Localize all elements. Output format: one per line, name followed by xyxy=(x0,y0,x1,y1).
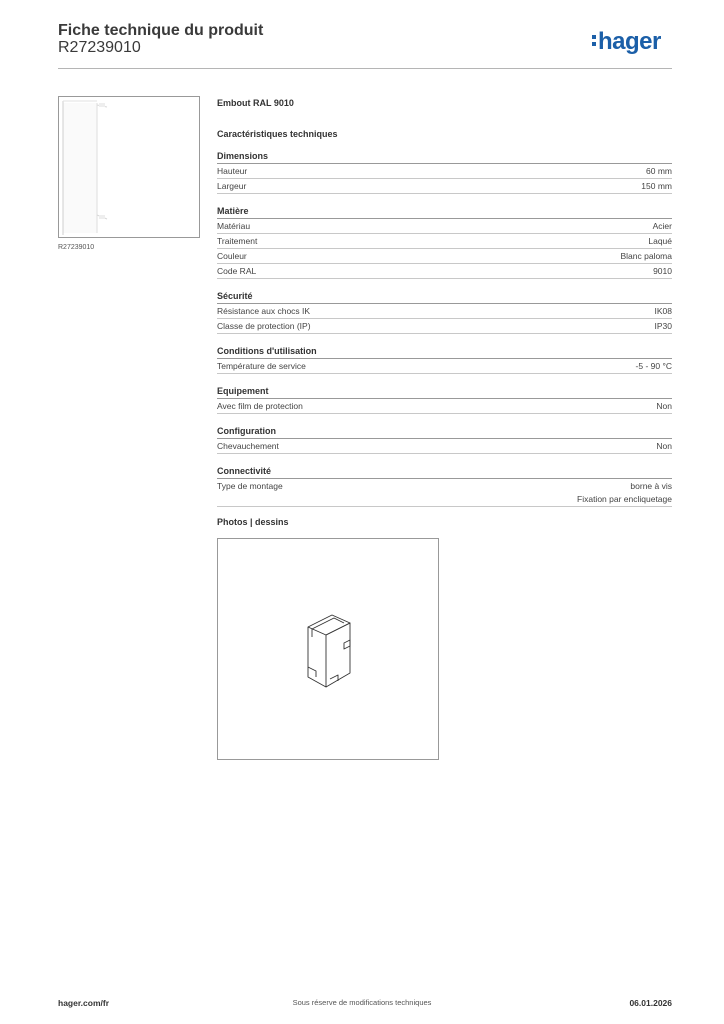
footer-website: hager.com/fr xyxy=(58,998,110,1008)
spec-row xyxy=(217,164,672,179)
page-title: Fiche technique du produit xyxy=(58,22,264,39)
spec-value: IP30 xyxy=(654,321,672,331)
group-title-securite: Sécurité xyxy=(217,289,672,304)
spec-label: Largeur xyxy=(217,181,247,191)
spec-value: Non xyxy=(656,401,672,411)
spec-label: Couleur xyxy=(217,251,247,261)
spec-label: Type de montage xyxy=(217,481,283,491)
spec-value: IK08 xyxy=(654,306,672,316)
spec-value: Laqué xyxy=(648,236,672,246)
spec-value: 60 mm xyxy=(646,166,672,176)
spec-value: 150 mm xyxy=(641,181,672,191)
spec-row xyxy=(217,264,672,279)
spec-row xyxy=(217,179,672,194)
group-title-dimensions: Dimensions xyxy=(217,149,672,164)
spec-row xyxy=(217,304,672,319)
footer-notice: Sous réserve de modifications techniques xyxy=(292,998,432,1007)
spec-value: Non xyxy=(656,441,672,451)
spec-label: Code RAL xyxy=(217,266,257,276)
product-drawing xyxy=(217,538,439,760)
spec-row xyxy=(217,399,672,414)
technical-specifications xyxy=(217,96,672,507)
section-heading: Caractéristiques techniques xyxy=(217,129,338,139)
spec-value xyxy=(577,480,672,506)
header-divider xyxy=(58,68,672,69)
spec-value-line: borne à vis xyxy=(630,481,672,491)
spec-label: Chevauchement xyxy=(217,441,279,451)
spec-label: Température de service xyxy=(217,361,306,371)
spec-value: Blanc paloma xyxy=(620,251,672,261)
spec-row xyxy=(217,439,672,454)
spec-label: Classe de protection (IP) xyxy=(217,321,311,331)
group-title-configuration: Configuration xyxy=(217,424,672,439)
group-title-matiere: Matière xyxy=(217,204,672,219)
footer-date: 06.01.2026 xyxy=(629,998,672,1008)
logo-text: hager xyxy=(598,28,661,55)
spec-label: Résistance aux chocs IK xyxy=(217,306,311,316)
spec-row xyxy=(217,319,672,334)
thumbnail-caption: R27239010 xyxy=(58,244,95,251)
spec-value: Acier xyxy=(652,221,672,231)
logo-dots-icon xyxy=(592,32,596,49)
group-title-conditions: Conditions d'utilisation xyxy=(217,344,672,359)
end-cap-drawing-icon xyxy=(218,539,440,761)
spec-row xyxy=(217,359,672,374)
spec-label: Avec film de protection xyxy=(217,401,303,411)
product-name: Embout RAL 9010 xyxy=(217,98,294,108)
spec-label: Traitement xyxy=(217,236,258,246)
spec-label: Hauteur xyxy=(217,166,248,176)
spec-row xyxy=(217,219,672,234)
group-title-equipement: Equipement xyxy=(217,384,672,399)
spec-value: -5 - 90 °C xyxy=(635,361,672,371)
product-reference: R27239010 xyxy=(58,39,141,56)
spec-value-line: Fixation par encliquetage xyxy=(577,494,672,504)
product-thumbnail xyxy=(58,96,200,238)
product-thumbnail-image-icon xyxy=(59,97,201,239)
spec-row xyxy=(217,249,672,264)
group-title-connectivite: Connectivité xyxy=(217,464,672,479)
spec-row xyxy=(217,234,672,249)
spec-label: Matériau xyxy=(217,221,251,231)
spec-row xyxy=(217,479,672,507)
hager-logo xyxy=(592,28,661,56)
spec-value: 9010 xyxy=(653,266,672,276)
photos-heading: Photos | dessins xyxy=(217,517,289,527)
